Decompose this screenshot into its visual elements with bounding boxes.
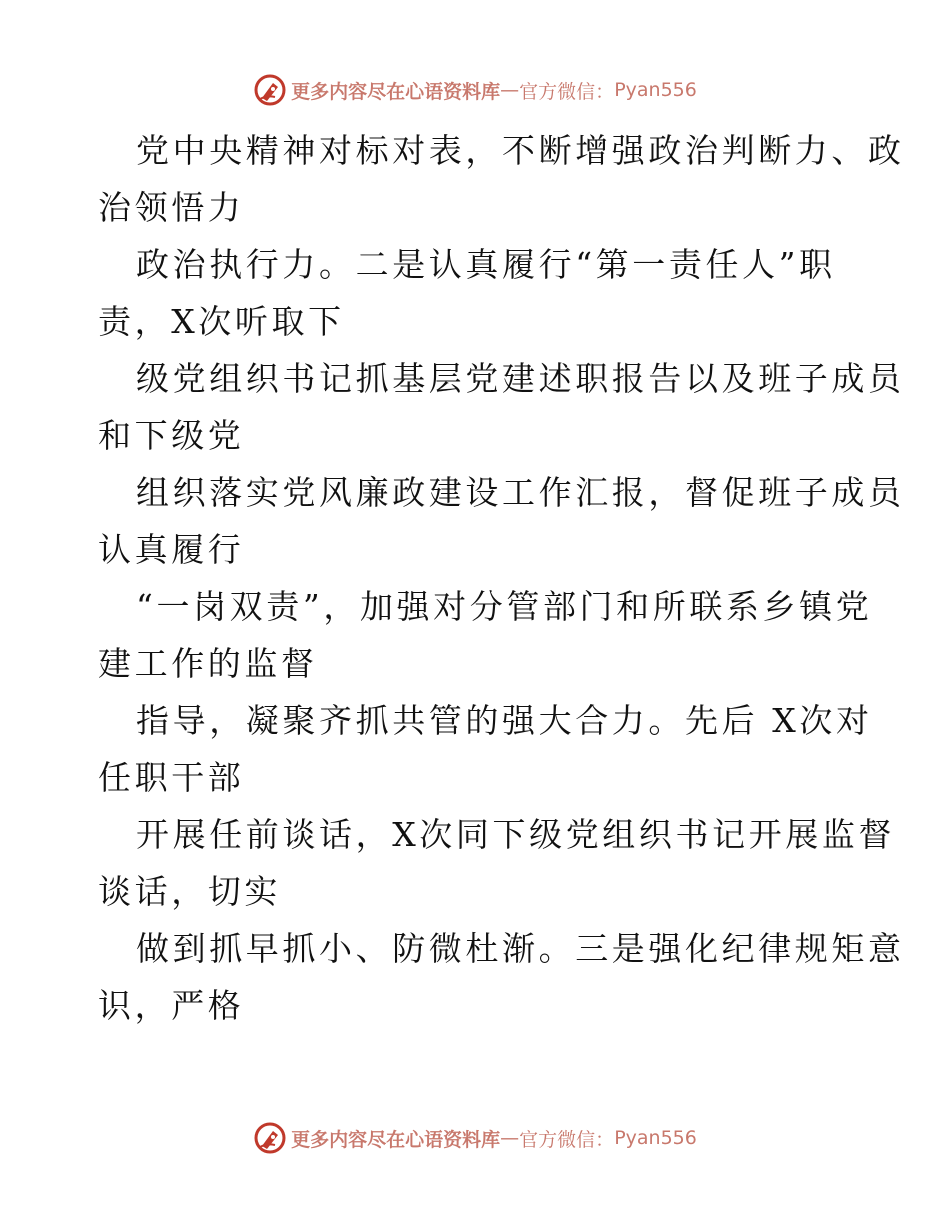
- pen-nib-logo-icon: [253, 73, 287, 107]
- body-line: 识，严格: [98, 986, 245, 1025]
- footer-separator: —: [500, 1127, 520, 1149]
- body-line: 组织落实党风廉政建设工作汇报，督促班子成员: [136, 473, 905, 512]
- body-line: 认真履行: [98, 530, 245, 569]
- body-line: 指导，凝聚齐抓共管的强大合力。先后 X次对: [136, 701, 873, 740]
- body-line: 建工作的监督: [98, 644, 318, 683]
- body-line: 开展任前谈话，X次同下级党组织书记开展监督: [136, 815, 896, 854]
- body-line: 党中央精神对标对表，不断增强政治判断力、政: [136, 131, 905, 170]
- header-wechat-label: 官方微信：: [519, 80, 615, 103]
- body-line: 责，X次听取下: [98, 302, 345, 341]
- header-brand-text: 更多内容尽在心语资料库: [291, 80, 501, 103]
- header-separator: —: [500, 79, 520, 101]
- body-line: 级党组织书记抓基层党建述职报告以及班子成员: [136, 359, 905, 398]
- footer-brand-text: 更多内容尽在心语资料库: [291, 1128, 501, 1151]
- header-wechat-id: Pyan556: [614, 79, 697, 101]
- header-banner: [0, 70, 950, 110]
- document-body: [98, 122, 905, 1034]
- body-line: 做到抓早抓小、防微杜渐。三是强化纪律规矩意: [136, 929, 905, 968]
- body-line: 谈话，切实: [98, 872, 281, 911]
- body-line: 和下级党: [98, 416, 245, 455]
- pen-nib-logo-icon: [253, 1121, 287, 1155]
- footer-wechat-id: Pyan556: [614, 1127, 697, 1149]
- body-line: “一岗双责”，加强对分管部门和所联系乡镇党: [136, 587, 873, 626]
- footer-wechat-label: 官方微信：: [519, 1128, 615, 1151]
- footer-banner: [0, 1118, 950, 1158]
- body-line: 任职干部: [98, 758, 245, 797]
- body-line: 政治执行力。二是认真履行“第一责任人”职: [136, 245, 836, 284]
- body-line: 治领悟力: [98, 188, 245, 227]
